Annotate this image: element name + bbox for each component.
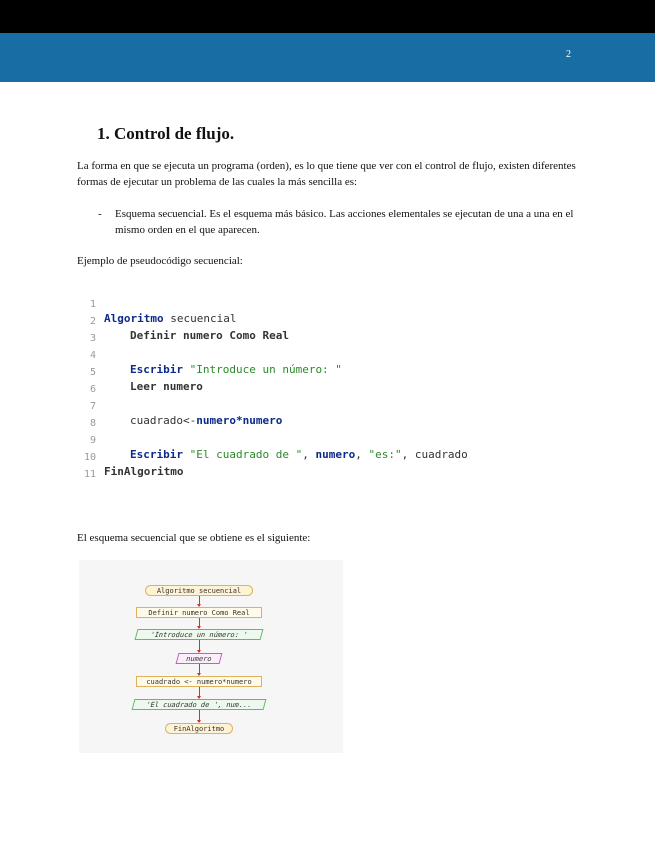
page-number: 2 bbox=[566, 49, 571, 60]
code-line bbox=[77, 286, 237, 325]
top-black-bar bbox=[0, 0, 655, 33]
line-number: 5 bbox=[89, 367, 96, 378]
code-plain: secuencial bbox=[163, 312, 237, 325]
keyword: numero bbox=[315, 448, 356, 461]
line-number: 9 bbox=[89, 435, 96, 446]
line-number: 6 bbox=[89, 384, 96, 395]
line-number: 3 bbox=[89, 333, 96, 344]
flow-arrow bbox=[199, 687, 200, 698]
section-title: 1. Control de flujo. bbox=[97, 124, 235, 143]
code-line bbox=[77, 337, 342, 376]
code-plain: , bbox=[302, 448, 316, 461]
code-text: Definir numero Como Real bbox=[130, 329, 289, 342]
code-text: FinAlgoritmo bbox=[104, 465, 184, 478]
flow-output-node: 'Introduce un número: ' bbox=[135, 629, 264, 640]
code-line bbox=[77, 371, 104, 395]
line-number: 11 bbox=[83, 469, 96, 480]
code-line bbox=[77, 320, 104, 344]
string-literal: "Introduce un número: " bbox=[189, 363, 342, 376]
keyword: Escribir bbox=[130, 448, 183, 461]
flow-end-node: FinAlgoritmo bbox=[165, 723, 233, 734]
code-text bbox=[130, 414, 282, 427]
code-plain: cuadrado<- bbox=[130, 414, 197, 427]
string-literal: "es:" bbox=[368, 448, 402, 461]
code-text bbox=[130, 448, 468, 461]
flow-output-node: 'El cuadrado de ', num... bbox=[132, 699, 267, 710]
bullet-dash: - bbox=[98, 208, 102, 220]
code-line bbox=[77, 388, 283, 427]
line-number: 2 bbox=[89, 316, 96, 327]
code-text: Leer numero bbox=[130, 380, 203, 393]
flow-arrow bbox=[199, 640, 200, 652]
flow-define-node: Definir numero Como Real bbox=[136, 607, 262, 618]
code-text bbox=[104, 312, 236, 325]
code-line bbox=[77, 405, 104, 429]
line-number: 4 bbox=[89, 350, 96, 361]
flow-input-node: numero bbox=[176, 653, 223, 664]
scheme-paragraph: El esquema secuencial que se obtiene es el siguiente: bbox=[77, 532, 311, 544]
code-text bbox=[130, 363, 342, 376]
flowchart-diagram bbox=[79, 560, 343, 753]
line-number: 8 bbox=[89, 418, 96, 429]
flow-arrow bbox=[199, 710, 200, 722]
keyword: numero*numero bbox=[196, 414, 283, 427]
line-number: 1 bbox=[89, 299, 96, 310]
keyword: Escribir bbox=[130, 363, 183, 376]
flow-arrow bbox=[199, 664, 200, 675]
flow-assign-node: cuadrado <- numero*numero bbox=[136, 676, 262, 687]
line-number: 7 bbox=[89, 401, 96, 412]
example-paragraph: Ejemplo de pseudocódigo secuencial: bbox=[77, 255, 243, 267]
string-literal: "El cuadrado de " bbox=[189, 448, 303, 461]
bullet-text: Esquema secuencial. Es el esquema más básico. Las acciones elementales se ejecutan de una a una en el mismo orden en el que aparecen. bbox=[115, 208, 574, 236]
intro-paragraph: La forma en que se ejecuta un programa (orden), es lo que tiene que ver con el control de flujo, existen diferentes formas de ejecutar un problema de las cuales la más sencilla es: bbox=[77, 160, 576, 188]
code-plain: , bbox=[355, 448, 369, 461]
page-header bbox=[0, 33, 655, 82]
flow-arrow bbox=[199, 596, 200, 606]
flow-arrow bbox=[199, 618, 200, 628]
keyword: Algoritmo bbox=[104, 312, 164, 325]
code-line bbox=[77, 456, 104, 480]
line-number: 10 bbox=[83, 452, 96, 463]
code-plain: , cuadrado bbox=[401, 448, 468, 461]
flow-start-node: Algoritmo secuencial bbox=[145, 585, 253, 596]
